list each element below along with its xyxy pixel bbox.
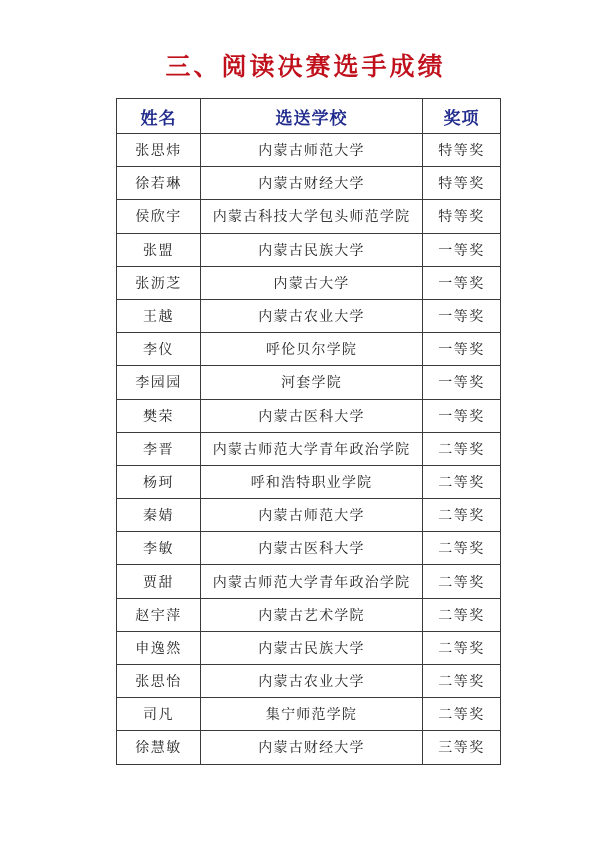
cell-name: 李园园 (117, 366, 201, 399)
cell-award: 二等奖 (423, 698, 501, 731)
cell-award: 三等奖 (423, 731, 501, 764)
cell-name: 杨珂 (117, 465, 201, 498)
cell-school: 集宁师范学院 (201, 698, 423, 731)
cell-name: 申逸然 (117, 631, 201, 664)
table-row (117, 665, 501, 698)
table-header-row (117, 99, 501, 134)
table-row (117, 565, 501, 598)
cell-award: 一等奖 (423, 399, 501, 432)
cell-name: 张思炜 (117, 134, 201, 167)
table-row (117, 200, 501, 233)
cell-school: 内蒙古医科大学 (201, 399, 423, 432)
table-row (117, 532, 501, 565)
table-row (117, 432, 501, 465)
cell-award: 特等奖 (423, 134, 501, 167)
cell-school: 内蒙古农业大学 (201, 299, 423, 332)
cell-name: 徐若琳 (117, 167, 201, 200)
cell-school: 内蒙古农业大学 (201, 665, 423, 698)
results-table (116, 98, 501, 765)
cell-name: 李晋 (117, 432, 201, 465)
table-row (117, 399, 501, 432)
cell-award: 二等奖 (423, 631, 501, 664)
table-row (117, 333, 501, 366)
cell-name: 贾甜 (117, 565, 201, 598)
cell-name: 张盟 (117, 233, 201, 266)
table-row (117, 167, 501, 200)
cell-name: 秦婧 (117, 499, 201, 532)
cell-award: 二等奖 (423, 665, 501, 698)
cell-name: 王越 (117, 299, 201, 332)
table-row (117, 499, 501, 532)
table-row (117, 266, 501, 299)
table-row (117, 465, 501, 498)
cell-school: 内蒙古师范大学 (201, 499, 423, 532)
cell-school: 河套学院 (201, 366, 423, 399)
cell-award: 二等奖 (423, 532, 501, 565)
table-row (117, 731, 501, 764)
table-row (117, 698, 501, 731)
cell-name: 李敏 (117, 532, 201, 565)
table-row (117, 631, 501, 664)
cell-school: 内蒙古师范大学 (201, 134, 423, 167)
cell-name: 樊荣 (117, 399, 201, 432)
cell-award: 二等奖 (423, 465, 501, 498)
cell-school: 内蒙古民族大学 (201, 631, 423, 664)
cell-school: 内蒙古艺术学院 (201, 598, 423, 631)
header-name: 姓名 (117, 99, 201, 134)
cell-award: 二等奖 (423, 565, 501, 598)
table-row (117, 134, 501, 167)
table-row (117, 598, 501, 631)
cell-award: 一等奖 (423, 299, 501, 332)
table-row (117, 233, 501, 266)
cell-award: 一等奖 (423, 366, 501, 399)
cell-school: 内蒙古民族大学 (201, 233, 423, 266)
table-row (117, 366, 501, 399)
header-award: 奖项 (423, 99, 501, 134)
cell-award: 特等奖 (423, 167, 501, 200)
cell-school: 内蒙古师范大学青年政治学院 (201, 432, 423, 465)
cell-school: 内蒙古大学 (201, 266, 423, 299)
page-title: 三、阅读决赛选手成绩 (165, 52, 446, 81)
table-row (117, 299, 501, 332)
header-school: 选送学校 (201, 99, 423, 134)
cell-school: 内蒙古医科大学 (201, 532, 423, 565)
cell-award: 一等奖 (423, 266, 501, 299)
cell-school: 内蒙古师范大学青年政治学院 (201, 565, 423, 598)
cell-name: 赵宇萍 (117, 598, 201, 631)
cell-school: 呼伦贝尔学院 (201, 333, 423, 366)
cell-name: 司凡 (117, 698, 201, 731)
cell-award: 二等奖 (423, 432, 501, 465)
cell-name: 侯欣宇 (117, 200, 201, 233)
cell-name: 李仪 (117, 333, 201, 366)
cell-award: 二等奖 (423, 499, 501, 532)
cell-award: 一等奖 (423, 233, 501, 266)
cell-name: 张沥芝 (117, 266, 201, 299)
cell-school: 内蒙古财经大学 (201, 167, 423, 200)
cell-award: 特等奖 (423, 200, 501, 233)
cell-school: 内蒙古科技大学包头师范学院 (201, 200, 423, 233)
cell-name: 张思怡 (117, 665, 201, 698)
cell-award: 一等奖 (423, 333, 501, 366)
cell-name: 徐慧敏 (117, 731, 201, 764)
cell-award: 二等奖 (423, 598, 501, 631)
cell-school: 内蒙古财经大学 (201, 731, 423, 764)
cell-school: 呼和浩特职业学院 (201, 465, 423, 498)
